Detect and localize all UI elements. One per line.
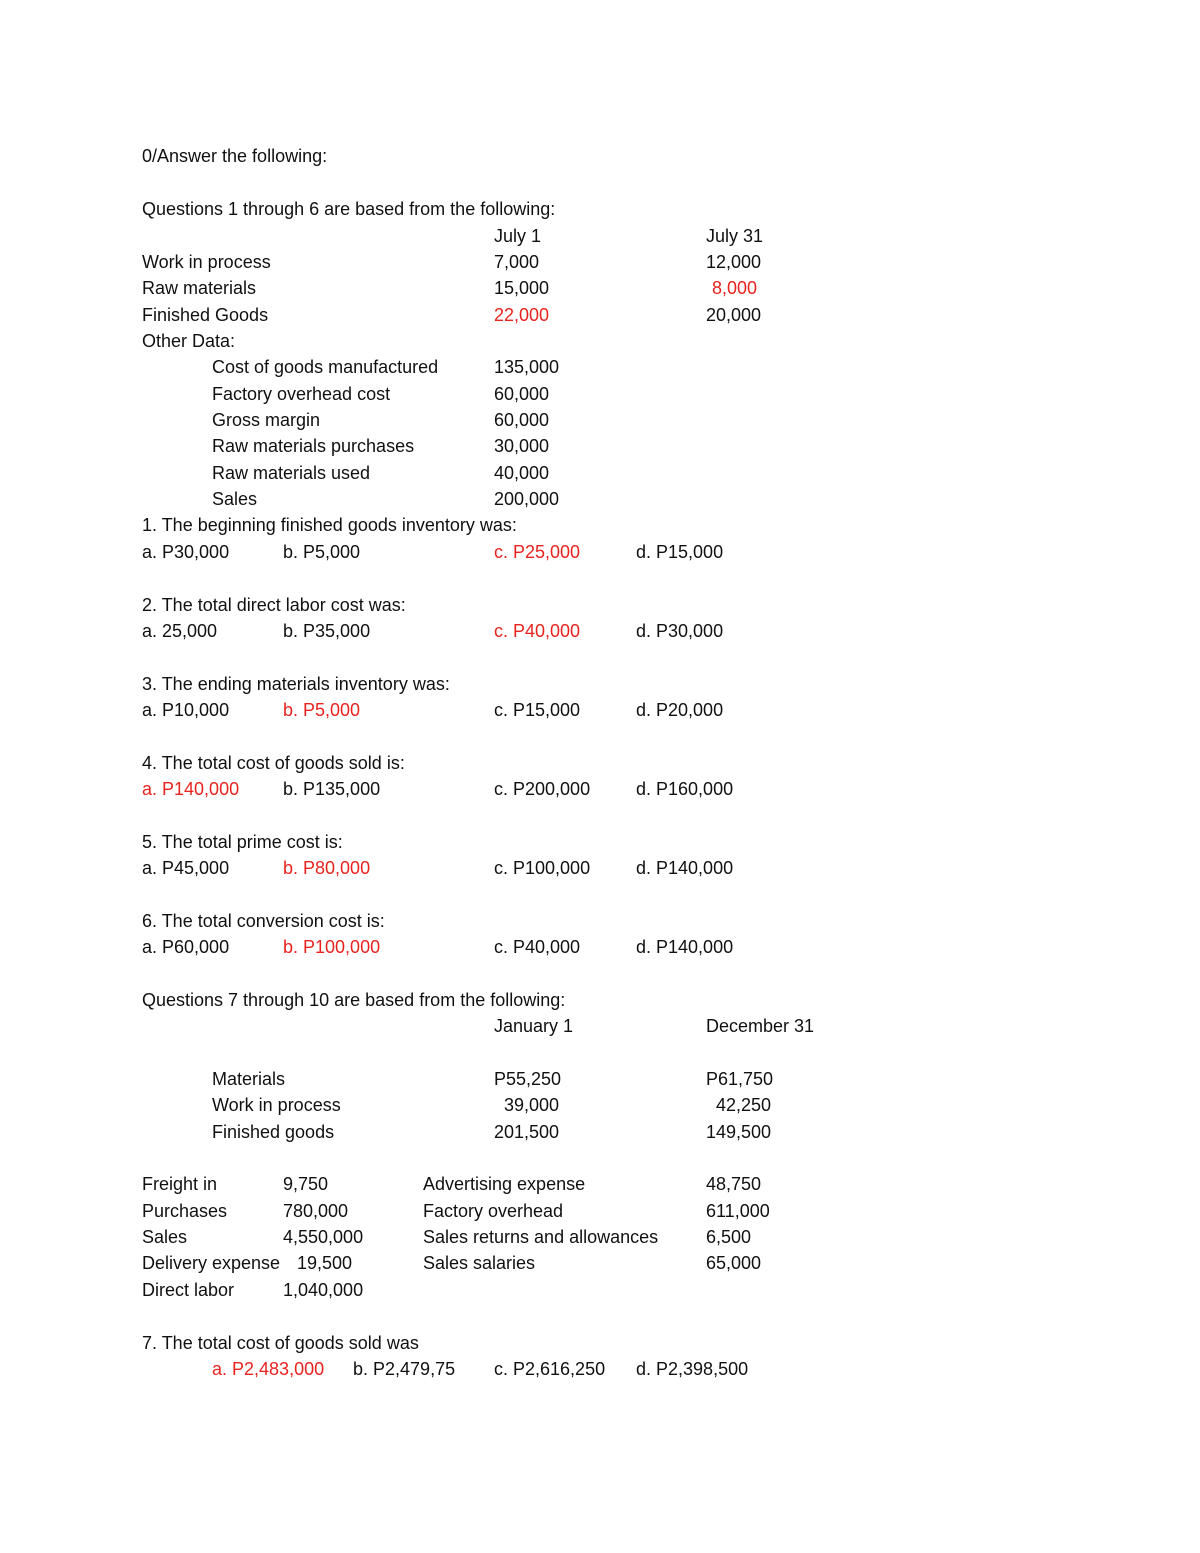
other-data-label: Cost of goods manufactured	[212, 357, 439, 377]
part2-row-value-end: 149,500	[706, 1122, 772, 1142]
choice-a: a. P45,000	[142, 858, 230, 878]
other-data-label: Raw materials purchases	[212, 436, 415, 456]
choice-c: c. P200,000	[494, 779, 591, 799]
part1-row-label: Finished Goods	[142, 305, 269, 325]
part2-row-value-start: 39,000	[504, 1095, 560, 1115]
choice-d: d. P2,398,500	[636, 1359, 749, 1379]
other-data-value: 30,000	[494, 436, 550, 456]
part2-row-label: Finished goods	[212, 1122, 335, 1142]
other-data-value: 135,000	[494, 357, 560, 377]
choice-c-answer: c. P40,000	[494, 621, 581, 641]
part1-row-label: Raw materials	[142, 278, 257, 298]
right-item-value: 6,500	[706, 1227, 752, 1247]
left-item-label: Sales	[142, 1227, 188, 1247]
right-item-value: 611,000	[706, 1201, 770, 1221]
part1-row-value-start: 7,000	[494, 252, 540, 272]
other-data-value: 40,000	[494, 463, 550, 483]
choice-b: b. P2,479,75	[353, 1359, 456, 1379]
choice-a-answer: a. P2,483,000	[212, 1359, 325, 1379]
other-data-label: Other Data:	[142, 331, 236, 351]
choice-d: d. P30,000	[636, 621, 724, 641]
right-item-value: 65,000	[706, 1253, 762, 1273]
question-text: 6. The total conversion cost is:	[142, 911, 385, 931]
part1-row-value-start: 15,000	[494, 278, 550, 298]
left-item-value: 4,550,000	[283, 1227, 364, 1247]
right-item-label: Advertising expense	[423, 1174, 586, 1194]
choice-b-answer: b. P100,000	[283, 937, 381, 957]
part2-row-label: Work in process	[212, 1095, 341, 1115]
choice-d: d. P20,000	[636, 700, 724, 720]
other-data-label: Gross margin	[212, 410, 321, 430]
left-item-label: Delivery expense	[142, 1253, 281, 1273]
part1-row-value-end-highlighted: 8,000	[712, 278, 758, 298]
right-item-value: 48,750	[706, 1174, 762, 1194]
page-heading: 0/Answer the following:	[142, 146, 328, 166]
part2-row-value-end: 42,250	[716, 1095, 772, 1115]
choice-c-answer: c. P25,000	[494, 542, 581, 562]
choice-a-answer: a. P140,000	[142, 779, 240, 799]
question-text: 5. The total prime cost is:	[142, 832, 343, 852]
part2-row-value-start: P55,250	[494, 1069, 562, 1089]
choice-a: a. P60,000	[142, 937, 230, 957]
left-item-label: Purchases	[142, 1201, 228, 1221]
left-item-value: 9,750	[283, 1174, 329, 1194]
choice-d: d. P140,000	[636, 858, 734, 878]
choice-c: c. P100,000	[494, 858, 591, 878]
other-data-value: 60,000	[494, 384, 550, 404]
part1-col-header-july31: July 31	[706, 226, 764, 246]
part2-intro: Questions 7 through 10 are based from the following:	[142, 990, 566, 1010]
right-item-label: Sales salaries	[423, 1253, 536, 1273]
choice-d: d. P15,000	[636, 542, 724, 562]
part1-col-header-july1: July 1	[494, 226, 542, 246]
choice-a: a. P10,000	[142, 700, 230, 720]
left-item-value: 19,500	[297, 1253, 353, 1273]
question-text: 3. The ending materials inventory was:	[142, 674, 450, 694]
left-item-value: 780,000	[283, 1201, 349, 1221]
other-data-label: Sales	[212, 489, 258, 509]
choice-d: d. P140,000	[636, 937, 734, 957]
choice-d: d. P160,000	[636, 779, 734, 799]
choice-b-answer: b. P80,000	[283, 858, 371, 878]
part2-row-value-start: 201,500	[494, 1122, 560, 1142]
choice-c: c. P40,000	[494, 937, 581, 957]
choice-c: c. P15,000	[494, 700, 581, 720]
part1-intro: Questions 1 through 6 are based from the following:	[142, 199, 556, 219]
question-text: 1. The beginning finished goods inventory was:	[142, 515, 517, 535]
part1-row-value-end: 20,000	[706, 305, 762, 325]
part1-row-label: Work in process	[142, 252, 271, 272]
right-item-label: Factory overhead	[423, 1201, 564, 1221]
part2-row-label: Materials	[212, 1069, 286, 1089]
left-item-label: Freight in	[142, 1174, 218, 1194]
choice-b-answer: b. P5,000	[283, 700, 361, 720]
part2-col-header-dec31: December 31	[706, 1016, 815, 1036]
left-item-value: 1,040,000	[283, 1280, 364, 1300]
choice-c: c. P2,616,250	[494, 1359, 606, 1379]
other-data-label: Raw materials used	[212, 463, 371, 483]
other-data-value: 60,000	[494, 410, 550, 430]
part2-col-header-jan1: January 1	[494, 1016, 574, 1036]
left-item-label: Direct labor	[142, 1280, 235, 1300]
question-text: 2. The total direct labor cost was:	[142, 595, 406, 615]
choice-b: b. P5,000	[283, 542, 361, 562]
choice-a: a. P30,000	[142, 542, 230, 562]
part1-row-value-start-highlighted: 22,000	[494, 305, 550, 325]
choice-b: b. P35,000	[283, 621, 371, 641]
question-text: 7. The total cost of goods sold was	[142, 1333, 419, 1353]
other-data-value: 200,000	[494, 489, 560, 509]
choice-b: b. P135,000	[283, 779, 381, 799]
other-data-label: Factory overhead cost	[212, 384, 391, 404]
question-text: 4. The total cost of goods sold is:	[142, 753, 405, 773]
part1-row-value-end: 12,000	[706, 252, 762, 272]
right-item-label: Sales returns and allowances	[423, 1227, 659, 1247]
part2-row-value-end: P61,750	[706, 1069, 774, 1089]
choice-a: a. 25,000	[142, 621, 218, 641]
